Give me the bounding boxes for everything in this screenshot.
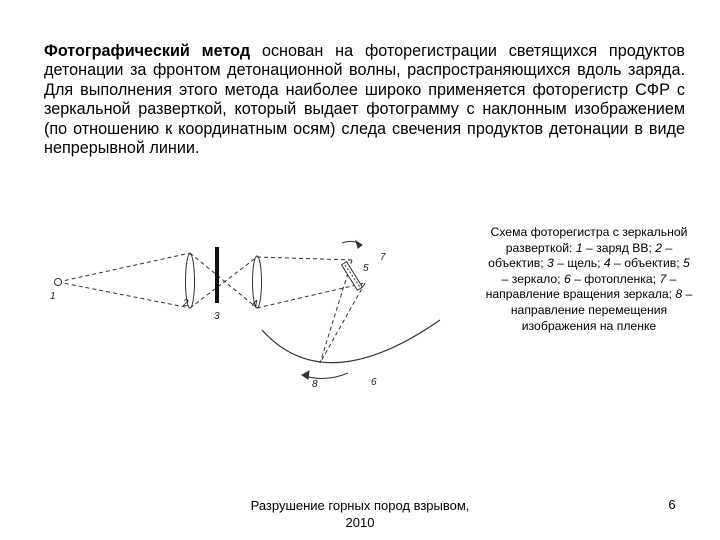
caption-item-5: – зеркало; — [501, 271, 564, 286]
caption-num-3: 3 — [547, 256, 554, 271]
optical-rays — [58, 253, 365, 363]
page-number: 6 — [668, 497, 676, 512]
caption-item-6: – фотопленка; — [570, 271, 660, 286]
caption-num-1: 1 — [575, 240, 583, 255]
footer-text: Разрушение горных пород взрывом, 2010 — [250, 498, 470, 530]
label-2: 2 — [183, 298, 189, 309]
caption-num-5: 5 — [683, 256, 690, 271]
caption-title: Схема фоторегистра с зеркальной разверткой: — [490, 225, 688, 255]
caption-item-7: – направление вращения зеркала; — [485, 271, 677, 302]
caption-num-2: 2 — [655, 240, 663, 255]
charge-source — [55, 279, 62, 286]
film-arc — [262, 320, 440, 363]
caption-num-4: 4 — [603, 256, 611, 271]
label-1: 1 — [50, 291, 56, 302]
photoregistrar-diagram — [40, 235, 460, 410]
caption-item-2: – объектив; — [488, 240, 673, 271]
label-4: 4 — [252, 299, 258, 310]
caption-item-1: – заряд ВВ; — [582, 240, 656, 255]
caption-num-7: 7 — [659, 271, 667, 286]
paragraph-body: основан на фоторегистрации светящихся продуктов детонации за фронтом детонационной волны, распространяющихся вдоль заряда. Для выполнения этого метода наиболее широко применяется фоторегистр СФР с зеркальной разверткой, который выдает фотограмму с наклонным изображением (по отношению к координатным осям) следа свечения продуктов детонации в виде непрерывной линии. — [44, 42, 685, 158]
caption-item-3: – щель; — [553, 256, 604, 271]
label-8: 8 — [312, 379, 318, 390]
method-term: Фотографический метод — [44, 42, 251, 60]
caption-num-8: 8 — [675, 287, 683, 302]
label-5: 5 — [363, 263, 369, 274]
caption-num-6: 6 — [563, 271, 571, 286]
figure-caption — [484, 225, 694, 334]
rotating-mirror — [342, 262, 363, 291]
main-paragraph — [44, 42, 685, 158]
caption-item-4: – объектив; — [610, 256, 684, 271]
label-7: 7 — [380, 252, 386, 263]
label-3: 3 — [214, 311, 220, 322]
caption-item-8: – направление перемещения изображения на пленке — [510, 287, 693, 333]
label-6: 6 — [371, 377, 377, 388]
